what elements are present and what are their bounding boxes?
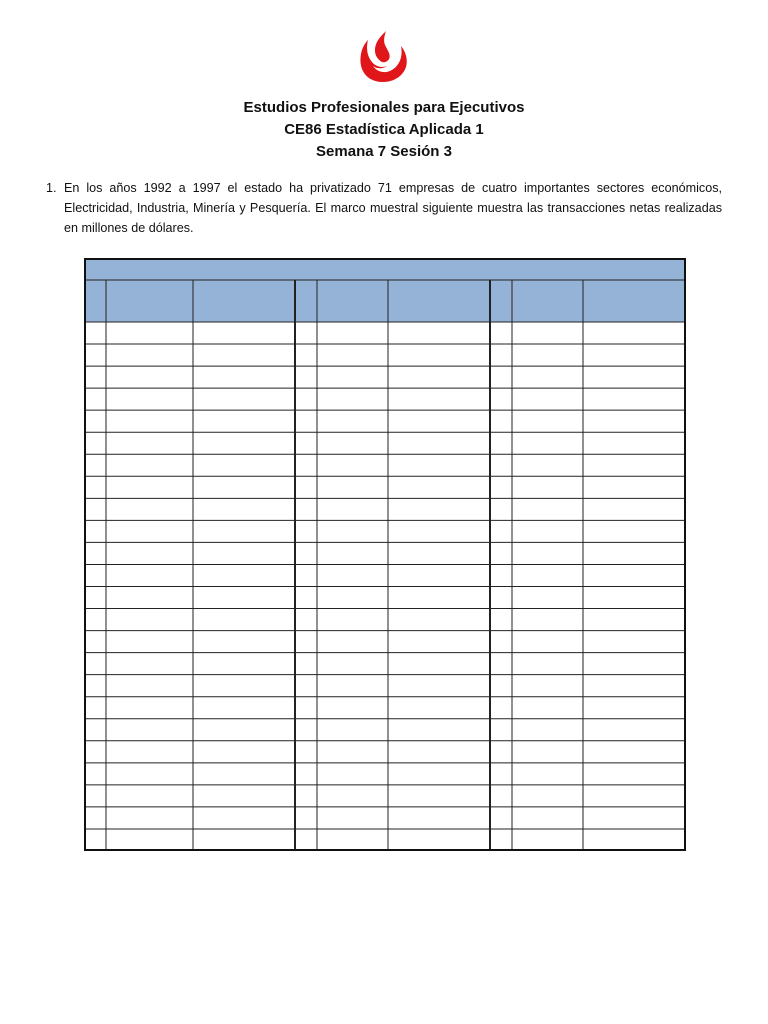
question-text: En los años 1992 a 1997 el estado ha privatizado 71 empresas de cuatro importantes sectores económicos, Electricidad, Industria, Minería y Pesquería. El marco muestral siguiente muestra las transacciones netas realizadas en millones de dólares. (64, 181, 722, 235)
table-header-band (84, 258, 686, 322)
table-border (85, 259, 685, 850)
sampling-frame-table (84, 258, 686, 851)
question-number: 1. (46, 181, 57, 195)
program-title: Estudios Profesionales para Ejecutivos (243, 99, 525, 116)
course-title: CE86 Estadística Aplicada 1 (284, 121, 484, 138)
upc-flame-logo-icon (355, 28, 411, 84)
document-title-block (0, 97, 768, 163)
question-1 (46, 178, 722, 238)
session-title: Semana 7 Sesión 3 (316, 143, 452, 160)
